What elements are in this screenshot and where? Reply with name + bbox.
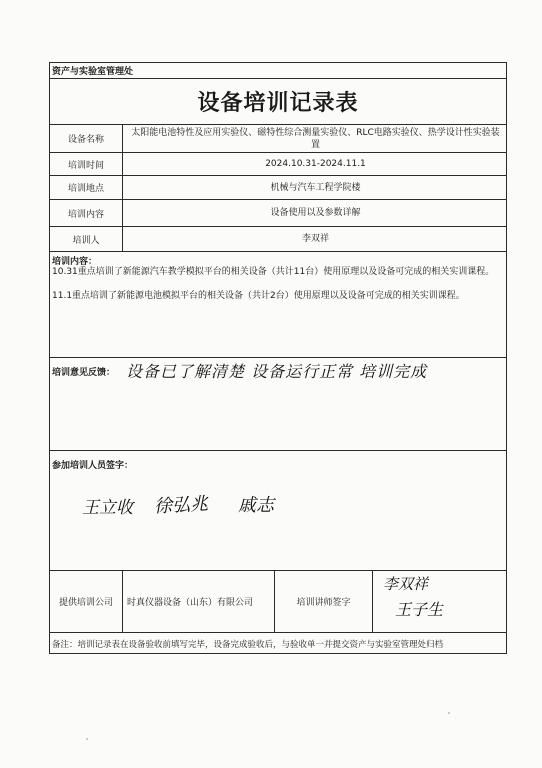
- training-content-value: 设备使用以及参数详解: [122, 200, 508, 226]
- feedback-handwriting: 设备已了解清楚 设备运行正常 培训完成: [126, 362, 428, 381]
- participant-signature: 王立收: [82, 498, 133, 518]
- training-time-row: [50, 153, 506, 176]
- trainer-signature: 王子生: [395, 600, 444, 619]
- footnote: 备注：培训记录表在设备验收前填写完毕，设备完成验收后，与验收单一并提交资产与实验室管理处归档: [52, 640, 444, 650]
- office-name: 资产与实验室管理处: [52, 67, 134, 77]
- content-line-1: 10.31重点培训了新能源汽车教学模拟平台的相关设备（共计11台）使用原理以及设备可完成的相关实训课程。: [52, 267, 495, 277]
- provider-label: 提供培训公司: [58, 598, 113, 608]
- footnote-row: [50, 633, 506, 655]
- participants-label: 参加培训人员签字：: [52, 461, 134, 471]
- training-location-label: 培训地点: [67, 184, 104, 194]
- training-record-form: [49, 62, 507, 654]
- training-time-label: 培训时间: [67, 160, 104, 171]
- provider-company: 时真仪器设备（山东）有限公司: [122, 571, 274, 632]
- training-location-value: 机械与汽车工程学院楼: [122, 176, 508, 199]
- content-block-label: 培训内容：: [52, 257, 98, 267]
- trainer-label: 培训人: [72, 235, 100, 246]
- trainer-value: 李双祥: [122, 227, 508, 251]
- form-title: 设备培训记录表: [197, 91, 359, 116]
- provider-row: [50, 571, 506, 633]
- trainer-signature-area: [372, 571, 508, 632]
- training-location-row: [50, 176, 506, 200]
- feedback-block: [50, 358, 506, 451]
- office-header-row: [50, 63, 506, 79]
- content-block: [50, 252, 506, 358]
- participants-block: [50, 451, 506, 571]
- participant-signature: 徐弘兆: [153, 493, 209, 518]
- trainer-row: [50, 227, 506, 252]
- trainer-signature: 李双祥: [383, 575, 429, 593]
- equipment-row: [50, 125, 506, 153]
- feedback-label: 培训意见反馈：: [52, 368, 116, 378]
- training-content-label: 培训内容: [67, 209, 104, 220]
- training-time-value: 2024.10.31-2024.11.1: [122, 153, 508, 175]
- training-content-row: [50, 200, 506, 227]
- content-line-2: 11.1重点培训了新能源电池模拟平台的相关设备（共计2台）使用原理以及设备可完成的相关实训课程。: [52, 291, 465, 301]
- trainer-signature-label: 培训讲师签字: [274, 571, 372, 632]
- equipment-name-label: 设备名称: [67, 135, 104, 145]
- equipment-name-value: 太阳能电池特性及应用实验仪、磁特性综合测量实验仪、RLC电路实验仪、热学设计性实验装置: [122, 125, 508, 152]
- title-row: [50, 79, 506, 125]
- participant-signature: 戚志: [238, 495, 274, 516]
